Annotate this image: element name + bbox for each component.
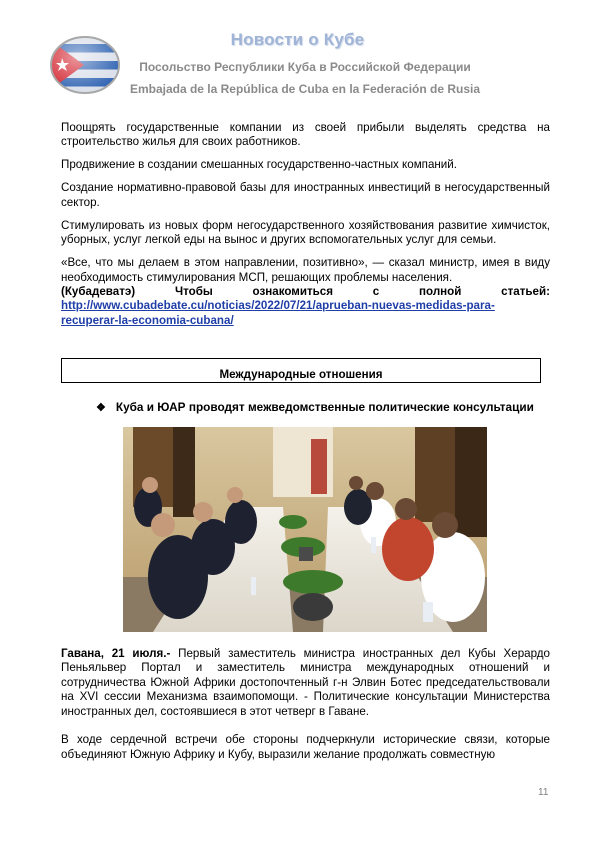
article-headline xyxy=(96,400,534,414)
headline-text: Куба и ЮАР проводят межведомственные политические консультации xyxy=(115,400,534,414)
section-title: Международные отношения xyxy=(219,368,383,381)
quote-text: «Все, что мы делаем в этом направлении, позитивно», — сказал министр, имея в виду необходимость стимулирования МСП, решающих проблемы населения. xyxy=(61,256,550,284)
lead-paragraph xyxy=(61,647,550,719)
article-text xyxy=(61,647,550,777)
source-note: (Кубадеватэ) Чтобы ознакомиться с полной статьей: xyxy=(61,285,550,299)
dateline: Гавана, 21 июля.- xyxy=(61,647,171,660)
newsletter-title: Новости о Кубе xyxy=(230,30,365,49)
paragraph: Поощрять государственные компании из своей прибыли выделять средства на строительство жилья для своих работников. xyxy=(61,121,550,149)
lead-text: Первый заместитель министра иностранных дел Кубы Херардо Пеньяльвер Портал и заместитель министра международных отношений и сотрудничества Южной Африки достопочтенный г-н Элвин Ботес председательствовали на XVI сессии Механизма взаимопомощи. - Политические консультации Министерства иностранных дел, состоявшиеся в этот четверг в Гаване. xyxy=(61,647,550,718)
paragraph: Создание нормативно-правовой базы для иностранных инвестиций в негосударственный сектор. xyxy=(61,181,550,209)
paragraph: В ходе сердечной встречи обе стороны подчеркнули исторические связи, которые объединяют Южную Африку и Кубу, выразили желание продолжать совместную xyxy=(61,733,550,761)
paragraph: Продвижение в создании смешанных государственно-частных компаний. xyxy=(61,158,457,172)
page-number: 11 xyxy=(538,787,549,798)
embassy-name-ru: Посольство Республики Куба в Российской Федерации xyxy=(139,60,471,74)
meeting-photo xyxy=(123,427,487,632)
embassy-name-es: Embajada de la República de Cuba en la Federación de Rusia xyxy=(129,82,481,96)
article-body xyxy=(61,121,550,337)
diamond-bullet-icon: ❖ xyxy=(96,401,106,414)
source-link[interactable]: http://www.cubadebate.cu/noticias/2022/07/21/aprueban-nuevas-medidas-para-recuperar-la-economia-cubana/ xyxy=(61,299,495,327)
paragraph-with-source xyxy=(61,256,550,328)
paragraph: Стимулировать из новых форм негосударственного хозяйствования развитие химчисток, уборных, услуг легкой еды на вынос и других вспомогательных услуг для семьи. xyxy=(61,218,550,247)
section-heading-box xyxy=(61,358,541,383)
